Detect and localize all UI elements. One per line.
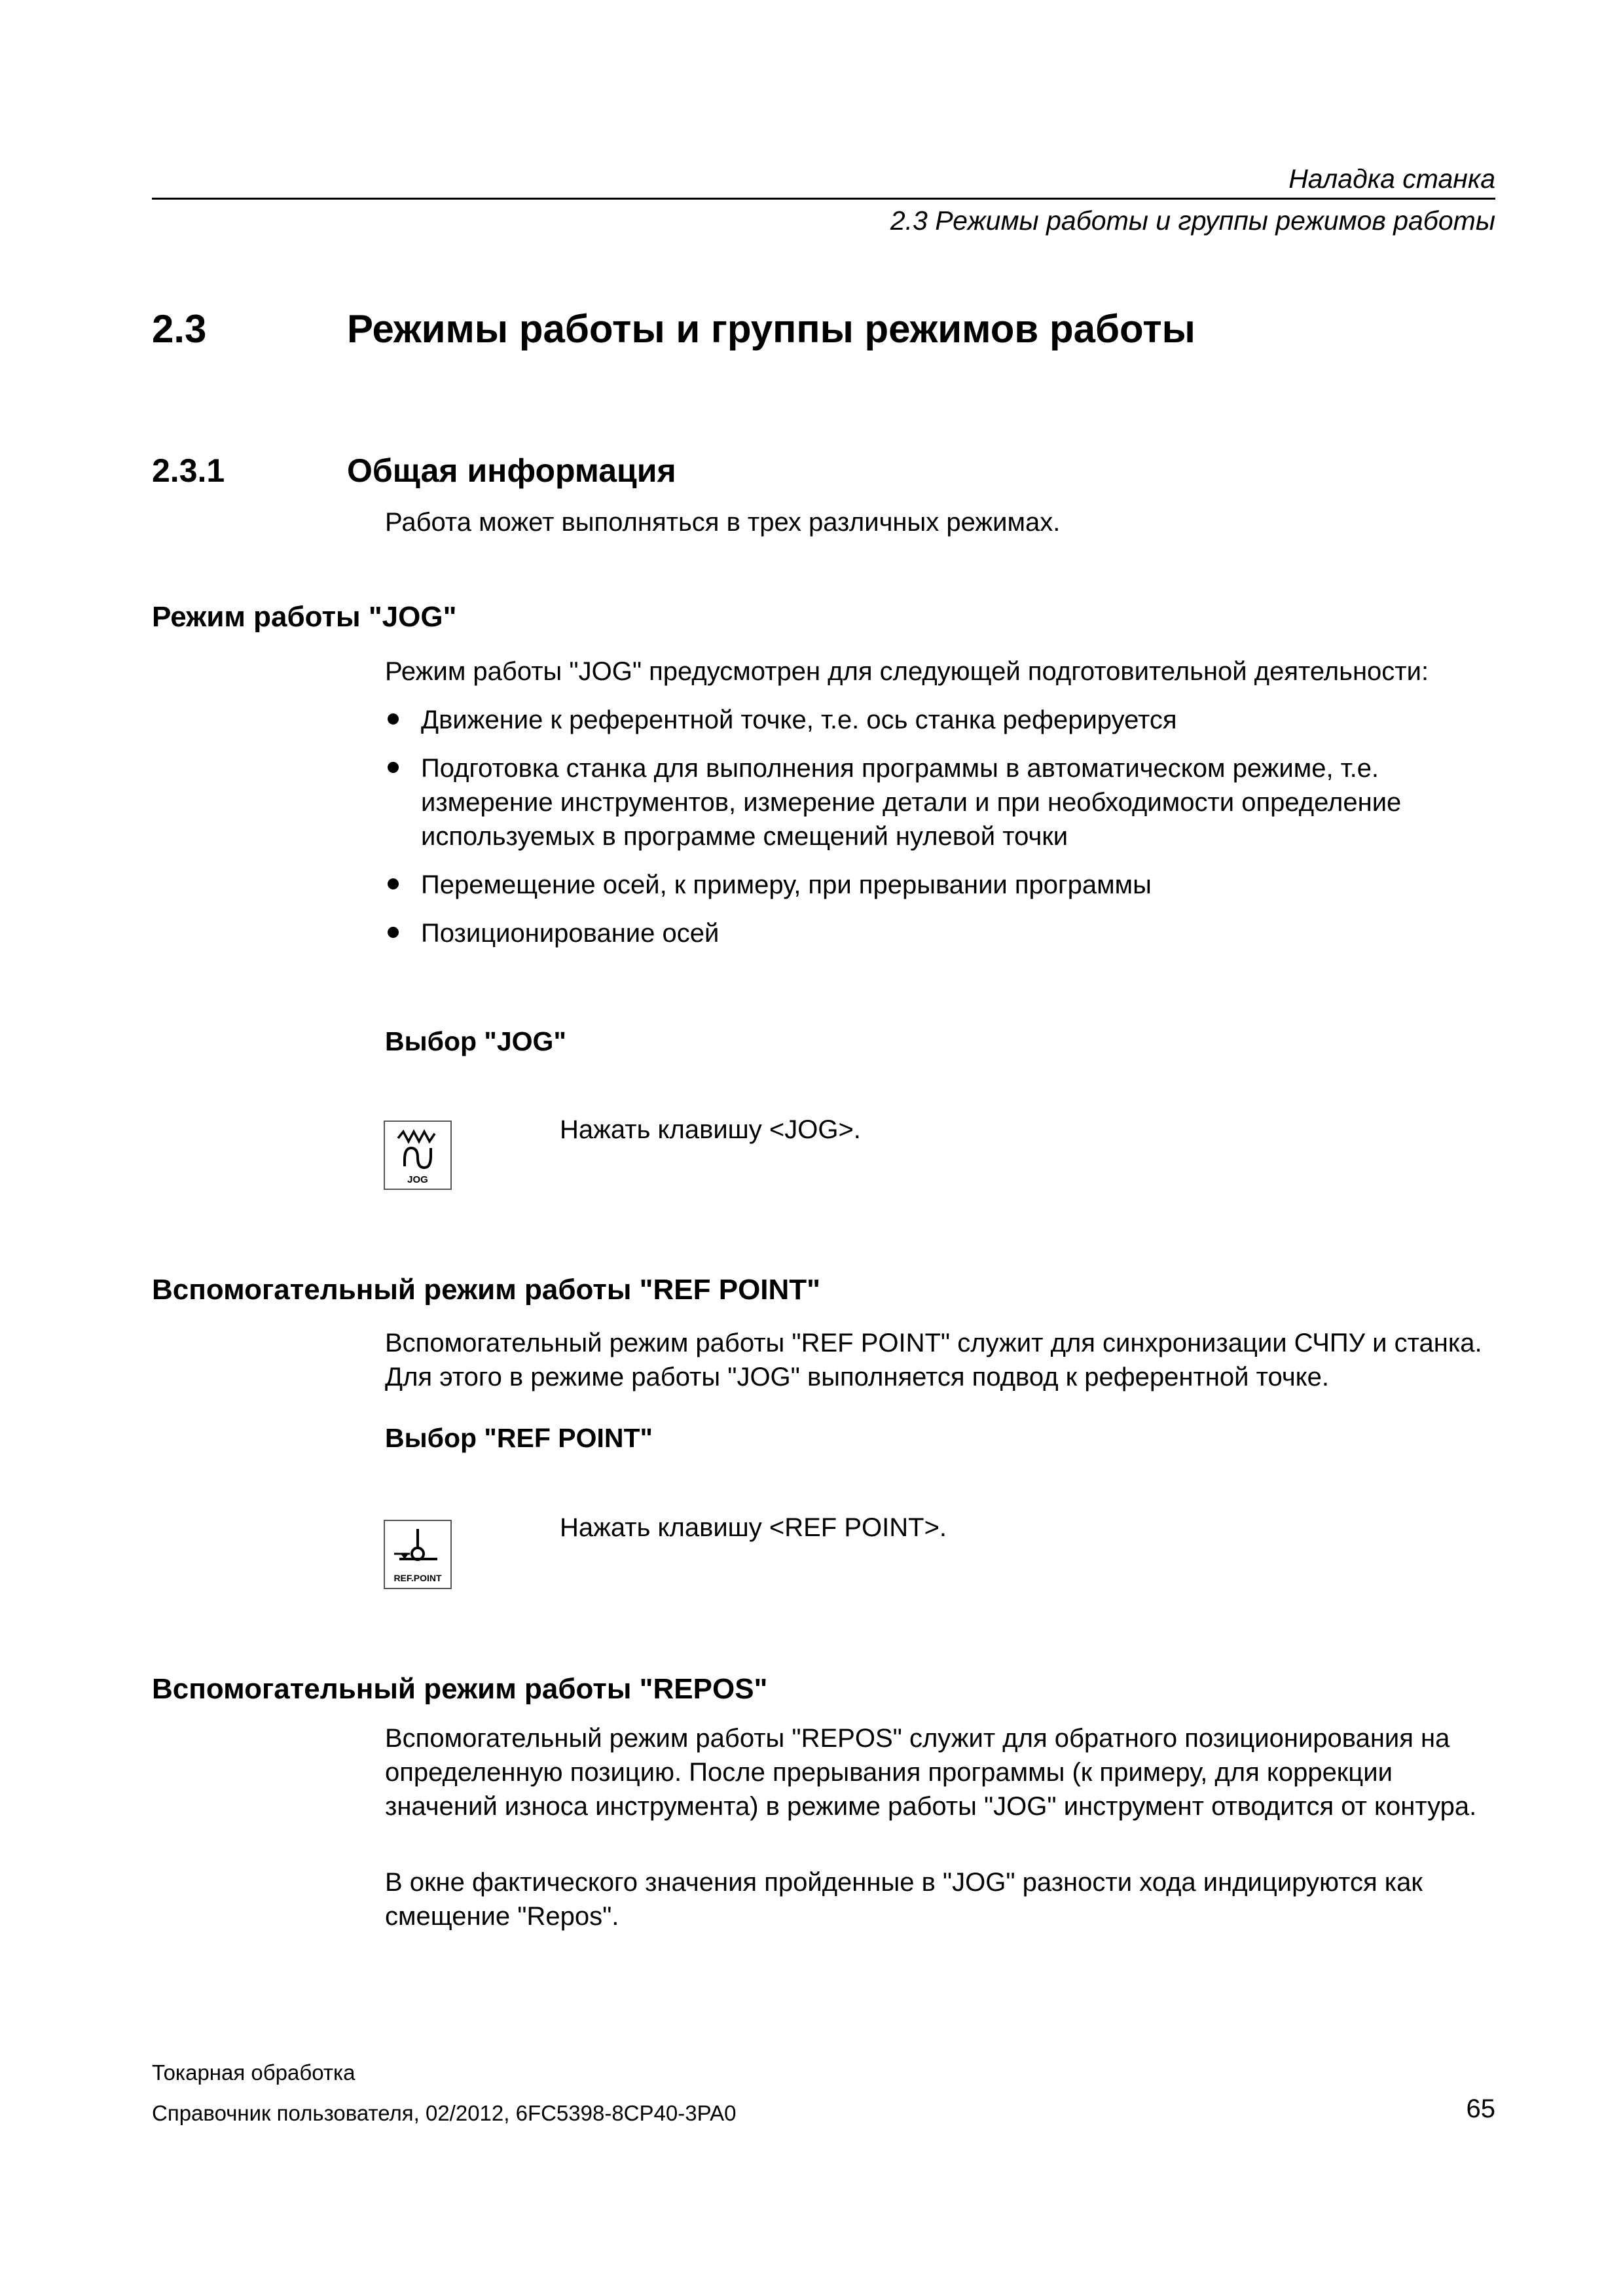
footer-edition: Справочник пользователя, 02/2012, 6FC5398-8CP40-3PA0: [152, 2101, 737, 2125]
repos-note: В окне фактического значения пройденные в "JOG" разности хода индицируются как смещение "Repos".: [385, 1868, 1423, 1931]
bullet-icon: [388, 713, 399, 725]
list-item: [385, 751, 1511, 853]
subsection-title: Общая информация: [347, 452, 676, 489]
section-title: Режимы работы и группы режимов работы: [347, 307, 1195, 351]
jog-select-heading: Выбор "JOG": [385, 1026, 566, 1056]
ref-point-select-heading: Выбор "REF POINT": [385, 1423, 653, 1453]
ref-point-key-label: REF.POINT: [393, 1573, 442, 1583]
bullet-icon: [388, 927, 399, 938]
jog-heading: Режим работы "JOG": [152, 601, 457, 633]
jog-key-label: JOG: [407, 1174, 428, 1185]
list-item-text: Движение к референтной точке, т.е. ось станка реферируется: [421, 706, 1177, 734]
repos-description: Вспомогательный режим работы "REPOS" служит для обратного позиционирования на определенную позицию. После прерывания программы (к примеру, для коррекции значений износа инструмента) в режиме работы "JOG" инструмент отводится от контура.: [385, 1724, 1477, 1821]
bullet-icon: [388, 762, 399, 773]
page-number: 65: [1466, 2094, 1495, 2123]
list-item: [385, 868, 1511, 902]
list-item: [385, 703, 1511, 737]
intro-paragraph: Работа может выполняться в трех различных режимах.: [385, 508, 1061, 537]
ref-point-heading: Вспомогательный режим работы "REF POINT": [152, 1274, 821, 1306]
jog-select-instruction: Нажать клавишу <JOG>.: [560, 1115, 861, 1144]
list-item-text: Перемещение осей, к примеру, при прерывании программы: [421, 870, 1152, 899]
jog-key-icon: [384, 1121, 452, 1190]
bullet-icon: [388, 878, 399, 889]
header-divider: [152, 198, 1495, 200]
list-item-text: Подготовка станка для выполнения программы в автоматическом режиме, т.е. измерение инструментов, измерение детали и при необходимости определение используемых в программе смещений нулевой точки: [421, 754, 1402, 851]
subsection-number: 2.3.1: [152, 452, 225, 489]
section-number: 2.3: [152, 307, 207, 351]
jog-bullet-list: [385, 703, 1511, 965]
repos-heading: Вспомогательный режим работы "REPOS": [152, 1673, 768, 1705]
running-header-section: 2.3 Режимы работы и группы режимов работы: [890, 206, 1495, 236]
ref-point-select-instruction: Нажать клавишу <REF POINT>.: [560, 1513, 947, 1542]
list-item: [385, 916, 1511, 950]
ref-point-description: Вспомогательный режим работы "REF POINT" служит для синхронизации СЧПУ и станка. Для этого в режиме работы "JOG" выполняется подвод к референтной точке.: [385, 1329, 1482, 1391]
list-item-text: Позиционирование осей: [421, 919, 720, 948]
running-header-chapter: Наладка станка: [1288, 164, 1495, 194]
ref-point-key-icon: [384, 1520, 452, 1589]
footer-book-title: Токарная обработка: [152, 2060, 356, 2085]
jog-description: Режим работы "JOG" предусмотрен для следующей подготовительной деятельности:: [385, 657, 1429, 686]
